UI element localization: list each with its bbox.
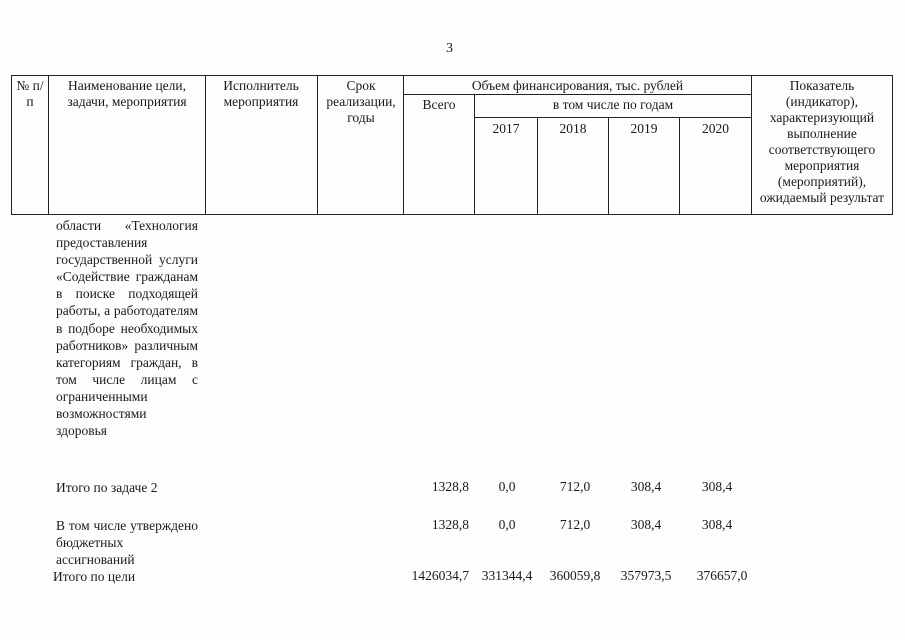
grid-line-v4: [403, 75, 404, 215]
header-col-indicator: Показатель (индикатор), характеризующий выполнение соответствующего мероприятия (мероприятий), ожидаемый результат: [759, 78, 885, 205]
row-2019: 308,4: [630, 479, 662, 494]
row-2020: 376657,0: [696, 568, 748, 583]
grid-line-v9: [751, 75, 752, 215]
row-2019: 357973,5: [620, 568, 672, 583]
row-label: В том числе утверждено бюджетных ассигнований: [56, 518, 198, 567]
header-col-name: Наименование цели, задачи, мероприятия: [67, 78, 187, 109]
row-2020: 308,4: [701, 479, 733, 494]
header-col-num: № п/п: [16, 78, 44, 109]
header-col-period: Срок реализации, годы: [326, 78, 396, 125]
row-2017: 0,0: [498, 517, 516, 532]
grid-line-years: [474, 117, 751, 118]
header-year-2019: 2019: [630, 121, 658, 136]
row-total: 1328,8: [431, 517, 469, 532]
table-row: [0, 517, 905, 569]
grid-line-v0: [11, 75, 12, 215]
table-row: [0, 479, 905, 497]
grid-line-v5: [474, 94, 475, 215]
row-2020: 308,4: [701, 517, 733, 532]
row-2018: 712,0: [559, 479, 591, 494]
grid-line-v2: [205, 75, 206, 215]
grid-line-v3: [317, 75, 318, 215]
header-year-2017: 2017: [492, 121, 520, 136]
table-row: [0, 568, 905, 586]
measure-description: области «Технология предоставления государственной услуги «Содействие гражданам в поиске подходящей работы, а работодателям в подборе необходимых работников» различным категориям граждан, в том числе лицам с ограниченными возможностями здоровья: [56, 218, 198, 439]
row-2018: 712,0: [559, 517, 591, 532]
row-2019: 308,4: [630, 517, 662, 532]
row-2017: 331344,4: [481, 568, 533, 583]
header-year-2018: 2018: [559, 121, 587, 136]
grid-line-fin-mid: [403, 94, 751, 95]
row-label: Итого по задаче 2: [56, 480, 158, 495]
grid-line-bottom: [11, 214, 892, 215]
header-year-2020: 2020: [702, 121, 729, 136]
row-total: 1426034,7: [411, 568, 469, 583]
row-total: 1328,8: [431, 479, 469, 494]
grid-line-top: [11, 75, 892, 76]
grid-line-v10: [892, 75, 893, 215]
header-col-by-years: в том числе по годам: [552, 97, 674, 112]
row-label: Итого по цели: [53, 569, 136, 584]
grid-line-v1: [48, 75, 49, 215]
header-col-financing: Объем финансирования, тыс. рублей: [471, 78, 684, 93]
page-number: 3: [446, 41, 453, 56]
header-col-total: Всего: [422, 97, 456, 112]
header-col-executor: Исполнитель мероприятия: [223, 78, 299, 109]
row-2018: 360059,8: [549, 568, 601, 583]
row-2017: 0,0: [498, 479, 516, 494]
